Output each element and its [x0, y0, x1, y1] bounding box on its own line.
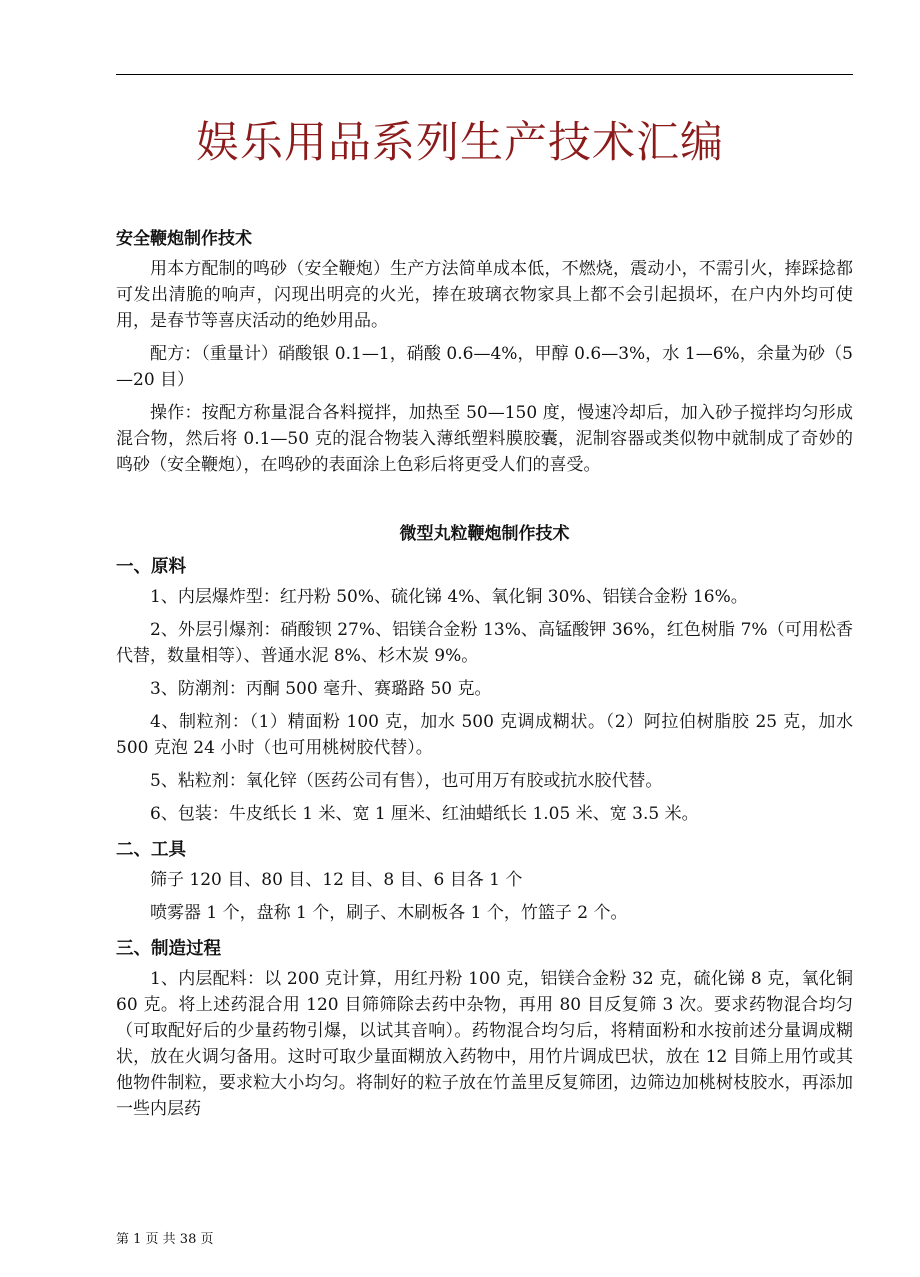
- subheading-materials: 一、原料: [116, 557, 186, 577]
- document-title: 娱乐用品系列生产技术汇编: [196, 118, 724, 168]
- page-footer: 第 1 页 共 38 页: [116, 1232, 214, 1247]
- section-heading-micro-pellet: 微型丸粒鞭炮制作技术: [399, 524, 570, 544]
- list-item: 喷雾器 1 个，盘称 1 个，刷子、木刷板各 1 个，竹篮子 2 个。: [150, 903, 628, 923]
- document-body: [116, 223, 853, 1129]
- subheading-process: 三、制造过程: [116, 939, 221, 959]
- list-item: 5、粘粒剂：氧化锌（医药公司有售），也可用万有胶或抗水胶代替。: [150, 771, 663, 791]
- paragraph-formula: 配方：（重量计）硝酸银 0.1—1，硝酸 0.6—4%，甲醇 0.6—3%，水 1—6%，余量为砂（5—20 目）: [116, 344, 853, 390]
- subheading-tools: 二、工具: [116, 840, 186, 860]
- paragraph-intro: 用本方配制的鸣砂（安全鞭炮）生产方法简单成本低，不燃烧，震动小，不需引火，捧踩捻都可发出清脆的响声，闪现出明亮的火光，捧在玻璃衣物家具上都不会引起损坏，在户内外均可使用，是春节等喜庆活动的绝妙用品。: [116, 259, 853, 331]
- list-item: 4、制粒剂：（1）精面粉 100 克，加水 500 克调成糊状。（2）阿拉伯树脂胶 25 克，加水 500 克泡 24 小时（也可用桃树胶代替）。: [116, 712, 853, 758]
- list-item: 3、防潮剂：丙酮 500 毫升、赛璐路 50 克。: [150, 679, 492, 699]
- list-item: 2、外层引爆剂：硝酸钡 27%、铝镁合金粉 13%、高锰酸钾 36%，红色树脂 7%（可用松香代替，数量相等）、普通水泥 8%、杉木炭 9%。: [116, 620, 853, 666]
- header-rule: [116, 74, 853, 75]
- list-item: 筛子 120 目、80 目、12 目、8 目、6 目各 1 个: [150, 870, 523, 890]
- paragraph-operation: 操作：按配方称量混合各料搅拌，加热至 50—150 度，慢速冷却后，加入砂子搅拌均匀形成混合物，然后将 0.1—50 克的混合物装入薄纸塑料膜胶囊，泥制容器或类似物中就制成了奇妙的鸣砂（安全鞭炮），在鸣砂的表面涂上色彩后将更受人们的喜受。: [116, 403, 853, 475]
- list-item: 6、包装：牛皮纸长 1 米、宽 1 厘米、红油蜡纸长 1.05 米、宽 3.5 米。: [150, 804, 699, 824]
- paragraph-process: 1、内层配料：以 200 克计算，用红丹粉 100 克，铝镁合金粉 32 克，硫化锑 8 克，氧化铜 60 克。将上述药混合用 120 目筛筛除去药中杂物，再用 80 目反复筛 3 次。要求药物混合均匀（可取配好后的少量药物引爆，以试其音响）。药物混合均匀后，将精面粉和水按前述分量调成糊状，放在火调匀备用。这时可取少量面糊放入药物中，用竹片调成巴状，放在 12 目筛上用竹或其他物件制粒，要求粒大小均匀。将制好的粒子放在竹盖里反复筛团，边筛边加桃树枝胶水，再添加一些内层药: [116, 969, 853, 1119]
- list-item: 1、内层爆炸型：红丹粉 50%、硫化锑 4%、氧化铜 30%、铝镁合金粉 16%。: [150, 587, 748, 607]
- section-heading-safe-firecracker: 安全鞭炮制作技术: [116, 229, 252, 249]
